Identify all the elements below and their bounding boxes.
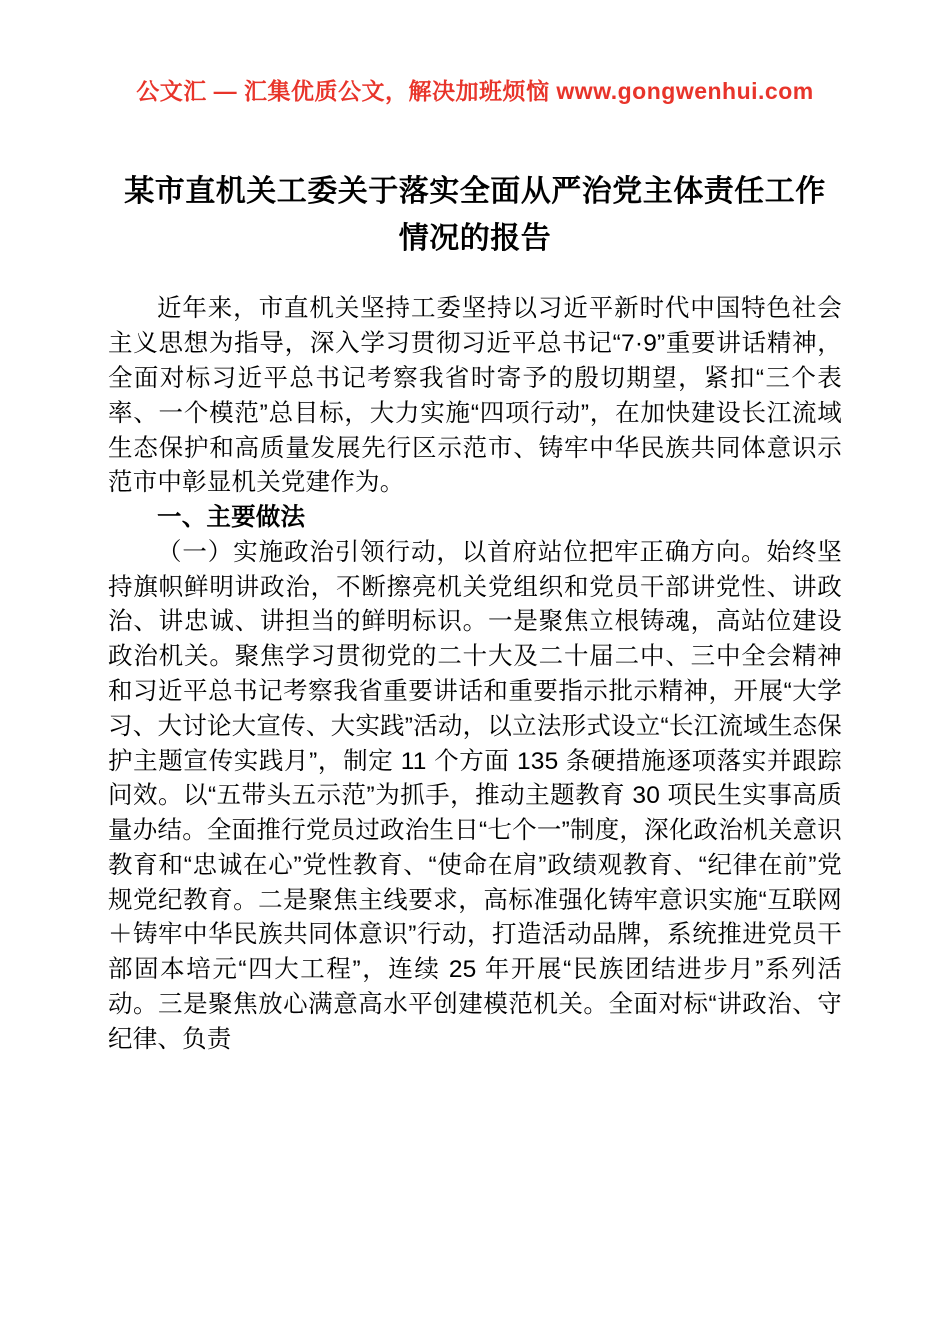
watermark-banner: 公文汇 — 汇集优质公文，解决加班烦恼 www.gongwenhui.com [136,78,814,104]
paragraph-subsection-one: （一）实施政治引领行动，以首府站位把牢正确方向。始终坚持旗帜鲜明讲政治，不断擦亮机关党组织和党员干部讲党性、讲政治、讲忠诚、讲担当的鲜明标识。一是聚焦立根铸魂，高站位建设政治机关。聚焦学习贯彻党的二十大及二十届二中、三中全会精神和习近平总书记考察我省重要讲话和重要指示批示精神，开展“大学习、大讨论大宣传、大实践”活动，以立法形式设立“长江流域生态保护主题宣传实践月”，制定 11 个方面 135 条硬措施逐项落实并跟踪问效。以“五带头五示范”为抓手，推动主题教育 30 项民生实事高质量办结。全面推行党员过政治生日“七个一”制度，深化政治机关意识教育和“忠诚在心”党性教育、“使命在肩”政绩观教育、“纪律在前”党规党纪教育。二是聚焦主线要求，高标准强化铸牢意识实施“互联网＋铸牢中华民族共同体意识”行动，打造活动品牌，系统推进党员干部固本培元“四大工程”，连续 25 年开展“民族团结进步月”系列活动。三是聚焦放心满意高水平创建模范机关。全面对标“讲政治、守纪律、负责 [108,538,842,1053]
paragraph-intro: 近年来，市直机关坚持工委坚持以习近平新时代中国特色社会主义思想为指导，深入学习贯彻习近平总书记“7·9”重要讲话精神，全面对标习近平总书记考察我省时寄予的殷切期望，紧扣“三个表率、一个模范”总目标，大力实施“四项行动”，在加快建设长江流域生态保护和高质量发展先行区示范市、铸牢中华民族共同体意识示范市中彰显机关党建作为。 [108,295,842,497]
section-heading-main-practices: 一、主要做法 [157,504,306,532]
page-title: 某市直机关工委关于落实全面从严治党主体责任工作情况的报告 [124,174,826,255]
document-body [108,292,842,1057]
